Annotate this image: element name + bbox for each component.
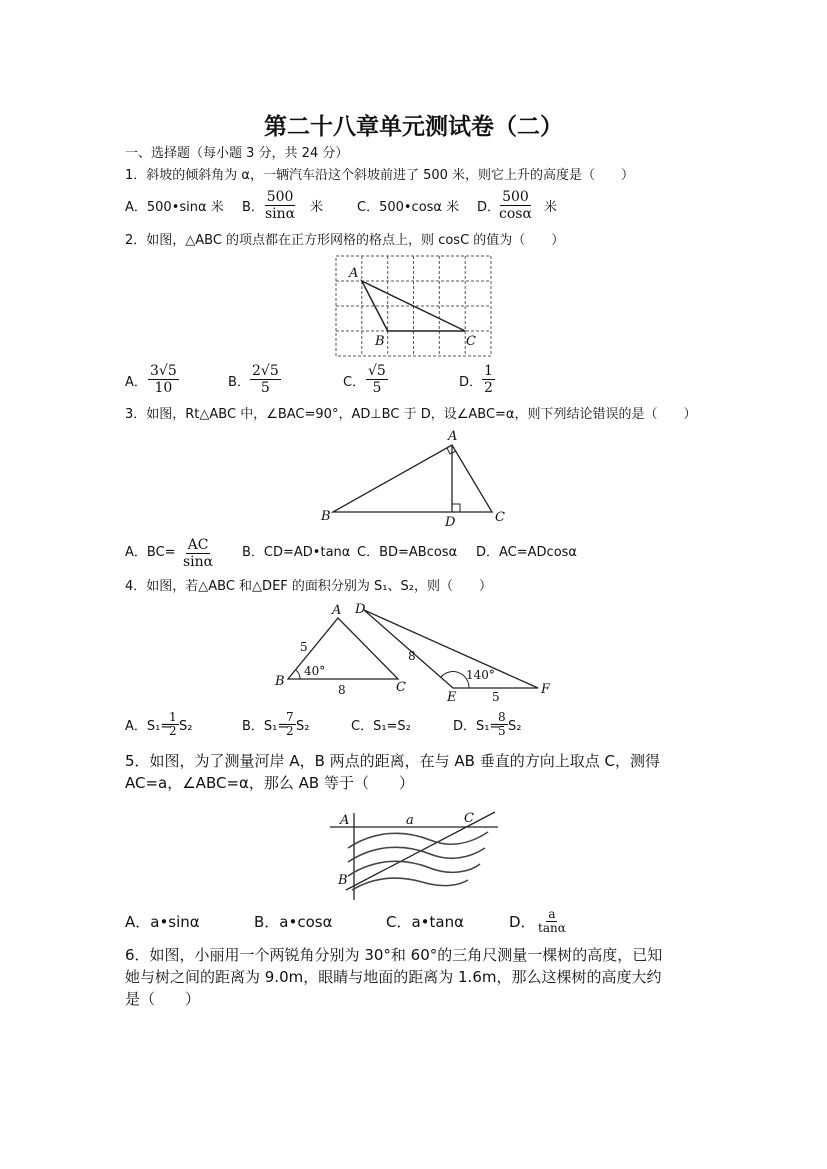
q4-option-d-label: D．S₁=	[453, 719, 501, 734]
right-angle-d	[452, 504, 460, 512]
denominator: sinα	[265, 206, 296, 222]
side-ef-label: 5	[492, 690, 500, 704]
numerator: √5	[368, 363, 386, 379]
q2-option-d-fraction	[482, 363, 495, 396]
q4-option-c: C．S₁=S₂	[351, 719, 411, 734]
q5-option-d-label: D．	[509, 913, 536, 931]
side-ab-label: 5	[300, 640, 308, 654]
segment-a-label: a	[406, 813, 414, 828]
q3-option-a-label: A．BC=	[125, 545, 176, 560]
angle-e-arc	[441, 672, 469, 688]
numerator: AC	[187, 537, 209, 553]
vertex-c-label: C	[495, 510, 505, 525]
q4-option-b-fraction	[284, 711, 296, 738]
vertex-d-label: D	[355, 602, 366, 617]
q1-option-d-unit: 米	[544, 200, 558, 215]
numerator: 1	[484, 363, 493, 379]
numerator: 1	[169, 710, 177, 724]
q4-option-b-label: B．S₁=	[242, 719, 289, 734]
q5-river-figure	[330, 808, 520, 908]
denominator: 2	[286, 724, 294, 738]
q1-option-d-fraction	[497, 189, 534, 222]
vertex-b-label: B	[375, 334, 385, 349]
side-de-label: 8	[408, 649, 416, 663]
q4-option-b-tail: S₂	[296, 719, 310, 734]
numerator: 7	[286, 710, 294, 724]
vertex-c-label: C	[466, 334, 476, 349]
point-c-label: C	[464, 811, 474, 826]
numerator: a	[548, 907, 556, 921]
angle-b-arc	[296, 670, 300, 679]
numerator: 500	[266, 189, 294, 205]
q5-option-d-fraction	[536, 908, 568, 935]
triangle-abc	[333, 445, 492, 512]
page-title: 第二十八章单元测试卷（二）	[264, 113, 563, 140]
q1-option-c: C．500•cosα 米	[357, 200, 460, 215]
q2-option-d-label: D．	[459, 375, 483, 390]
q1-option-b-unit: 米	[310, 200, 324, 215]
q4-stem: 4．如图，若△ABC 和△DEF 的面积分别为 S₁、S₂，则（ ）	[125, 579, 492, 594]
denominator: 2	[169, 724, 177, 738]
q4-option-a-fraction	[167, 711, 179, 738]
vertex-d-label: D	[445, 515, 456, 530]
q4-option-d-fraction	[496, 711, 508, 738]
denominator: 10	[154, 380, 173, 396]
q6-stem-line1: 6．如图，小丽用一个两锐角分别为 30°和 60°的三角尺测量一棵树的高度，已知	[125, 946, 663, 964]
denominator: 5	[372, 380, 382, 396]
vertex-c-label: C	[396, 680, 406, 695]
q3-triangle-figure	[318, 428, 518, 528]
q2-option-c-fraction	[366, 363, 388, 396]
q5-option-c: C．a•tanα	[386, 913, 464, 931]
q3-option-a-fraction	[181, 537, 215, 570]
q3-stem: 3．如图，Rt△ABC 中，∠BAC=90°，AD⊥BC 于 D，设∠ABC=α，则下列结论错误的是（ ）	[125, 407, 697, 422]
vertex-e-label: E	[447, 690, 457, 705]
q5-option-b: B．a•cosα	[254, 913, 333, 931]
q5-option-a: A．a•sinα	[125, 913, 200, 931]
q1-option-b-fraction	[263, 189, 297, 222]
q6-stem-line2: 她与树之间的距离为 9.0m，眼睛与地面的距离为 1.6m，那么这棵树的高度大约	[125, 968, 662, 986]
denominator: 5	[260, 380, 270, 396]
vertex-a-label: A	[448, 429, 458, 444]
q2-option-b-fraction	[250, 363, 281, 396]
q4-option-d-tail: S₂	[508, 719, 522, 734]
q3-option-c: C．BD=ABcosα	[357, 545, 458, 560]
q6-stem-line3: 是（ ）	[125, 990, 201, 1008]
vertex-b-label: B	[321, 509, 331, 524]
point-b-label: B	[338, 873, 348, 888]
q2-option-a-label: A．	[125, 375, 147, 390]
denominator: cosα	[499, 206, 532, 222]
q1-stem: 1．斜坡的倾斜角为 α，一辆汽车沿这个斜坡前进了 500 米，则它上升的高度是（ ）	[125, 168, 635, 183]
q4-triangles-figure	[270, 600, 570, 705]
q2-grid-figure	[335, 255, 495, 359]
angle-b-label: 40°	[304, 664, 326, 678]
triangle-def	[364, 610, 538, 688]
q1-option-a: A．500•sinα 米	[125, 200, 224, 215]
river-waves	[348, 832, 488, 890]
numerator: 2√5	[252, 363, 279, 379]
q5-stem-line2: AC=a，∠ABC=α，那么 AB 等于（ ）	[125, 774, 414, 792]
vertex-a-label: A	[349, 266, 359, 281]
q2-option-a-fraction	[148, 363, 179, 396]
numerator: 3√5	[150, 363, 177, 379]
q2-option-b-label: B．	[228, 375, 250, 390]
denominator: sinα	[183, 554, 214, 570]
numerator: 8	[498, 710, 506, 724]
denominator: 5	[498, 724, 506, 738]
q2-option-c-label: C．	[343, 375, 366, 390]
numerator: 500	[502, 189, 529, 205]
denominator: tanα	[538, 921, 566, 935]
q3-option-d: D．AC=ADcosα	[476, 545, 577, 560]
q4-option-a-label: A．S₁=	[125, 719, 172, 734]
side-bc-label: 8	[338, 683, 346, 697]
q3-option-b: B．CD=AD•tanα	[242, 545, 351, 560]
point-a-label: A	[340, 813, 350, 828]
q1-option-b-label: B．	[242, 200, 264, 215]
denominator: 2	[484, 380, 493, 396]
vertex-f-label: F	[541, 682, 551, 697]
q5-stem-line1: 5．如图，为了测量河岸 A，B 两点的距离，在与 AB 垂直的方向上取点 C，测得	[125, 752, 660, 770]
q4-option-a-tail: S₂	[179, 719, 193, 734]
angle-e-label: 140°	[466, 668, 495, 682]
q1-option-d-label: D．	[477, 200, 501, 215]
vertex-b-label: B	[275, 674, 285, 689]
q2-stem: 2．如图，△ABC 的项点都在正方形网格的格点上，则 cosC 的值为（ ）	[125, 233, 565, 248]
vertex-a-label: A	[332, 603, 342, 618]
section-heading: 一、选择题（每小题 3 分，共 24 分）	[125, 146, 349, 161]
